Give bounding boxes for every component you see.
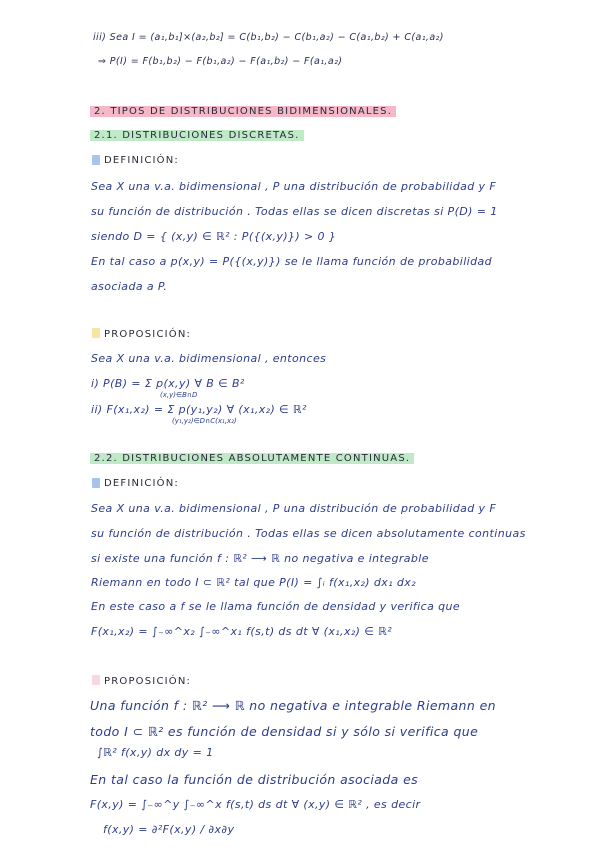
probability-function-line-2: asociada a P. [91, 280, 168, 293]
density-integral-condition: ∫ℝ² f(x,y) dx dy = 1 [97, 746, 214, 759]
sum-index-i: (x,y)∈B∩D [160, 391, 198, 399]
interval-probability-formula: iii) Sea I = (a₁,b₁]×(a₂,b₂] = C(b₁,b₂) − C(b₁,a₂) − C(a₁,b₂) + C(a₁,a₂) [93, 32, 444, 43]
continuous-definition-line-3: si existe una función f : ℝ² ⟶ ℝ no negativa e integrable [91, 552, 429, 565]
distribution-function-intro: En tal caso la función de distribución asociada es [90, 772, 419, 787]
definition-heading-2: DEFINICIÓN: [104, 478, 180, 489]
discrete-definition-line-2: su función de distribución . Todas ellas se dicen discretas si P(D) = 1 [91, 205, 498, 218]
section-title-types-text: 2. TIPOS DE DISTRIBUCIONES BIDIMENSIONALES. [90, 106, 396, 117]
proposition-heading: PROPOSICIÓN: [104, 329, 192, 340]
density-proposition-line-1: Una función f : ℝ² ⟶ ℝ no negativa e integrable Riemann en [90, 698, 496, 713]
definition-heading: DEFINICIÓN: [104, 155, 180, 166]
discrete-definition-line-1: Sea X una v.a. bidimensional , P una distribución de probabilidad y F [91, 180, 497, 193]
definition-marker-2 [92, 478, 100, 488]
definition-marker [92, 155, 100, 165]
proposition-item-i: i) P(B) = Σ p(x,y) ∀ B ∈ B² [91, 377, 245, 390]
subsection-title-continuous [90, 453, 414, 464]
probability-of-interval: ⇒ P(I) = F(b₁,b₂) − F(b₁,a₂) − F(a₁,b₂) − F(a₁,a₂) [98, 56, 343, 67]
discrete-definition-line-3: siendo D = { (x,y) ∈ ℝ² : P({(x,y)}) > 0 } [91, 230, 337, 243]
subsection-title-continuous-text: 2.2. DISTRIBUCIONES ABSOLUTAMENTE CONTINUAS. [90, 453, 414, 464]
subsection-title-discrete-text: 2.1. DISTRIBUCIONES DISCRETAS. [90, 130, 304, 141]
density-derivative-formula: f(x,y) = ∂²F(x,y) / ∂x∂y [103, 823, 235, 836]
proposition-intro: Sea X una v.a. bidimensional , entonces [91, 352, 327, 365]
proposition-item-ii: ii) F(x₁,x₂) = Σ p(y₁,y₂) ∀ (x₁,x₂) ∈ ℝ² [91, 403, 307, 416]
section-title-types [90, 106, 396, 117]
proposition-heading-2: PROPOSICIÓN: [104, 676, 192, 687]
density-line-2: F(x₁,x₂) = ∫₋∞^x₂ ∫₋∞^x₁ f(s,t) ds dt ∀ (x₁,x₂) ∈ ℝ² [91, 625, 393, 638]
density-proposition-line-2: todo I ⊂ ℝ² es función de densidad si y sólo si verifica que [90, 724, 479, 739]
density-line-1: En este caso a f se le llama función de densidad y verifica que [91, 600, 461, 613]
probability-function-line-1: En tal caso a p(x,y) = P({(x,y)}) se le llama función de probabilidad [91, 255, 493, 268]
distribution-function-formula: F(x,y) = ∫₋∞^y ∫₋∞^x f(s,t) ds dt ∀ (x,y) ∈ ℝ² , es decir [90, 798, 421, 811]
continuous-definition-line-2: su función de distribución . Todas ellas se dicen absolutamente continuas [91, 527, 526, 540]
continuous-definition-line-4: Riemann en todo I ⊂ ℝ² tal que P(I) = ∫ᵢ f(x₁,x₂) dx₁ dx₂ [91, 576, 416, 589]
continuous-definition-line-1: Sea X una v.a. bidimensional , P una distribución de probabilidad y F [91, 502, 497, 515]
subsection-title-discrete [90, 130, 304, 141]
proposition-marker [92, 328, 100, 338]
sum-index-ii: (y₁,y₂)∈D∩C(x₁,x₂) [172, 417, 237, 425]
proposition-marker-2 [92, 675, 100, 685]
